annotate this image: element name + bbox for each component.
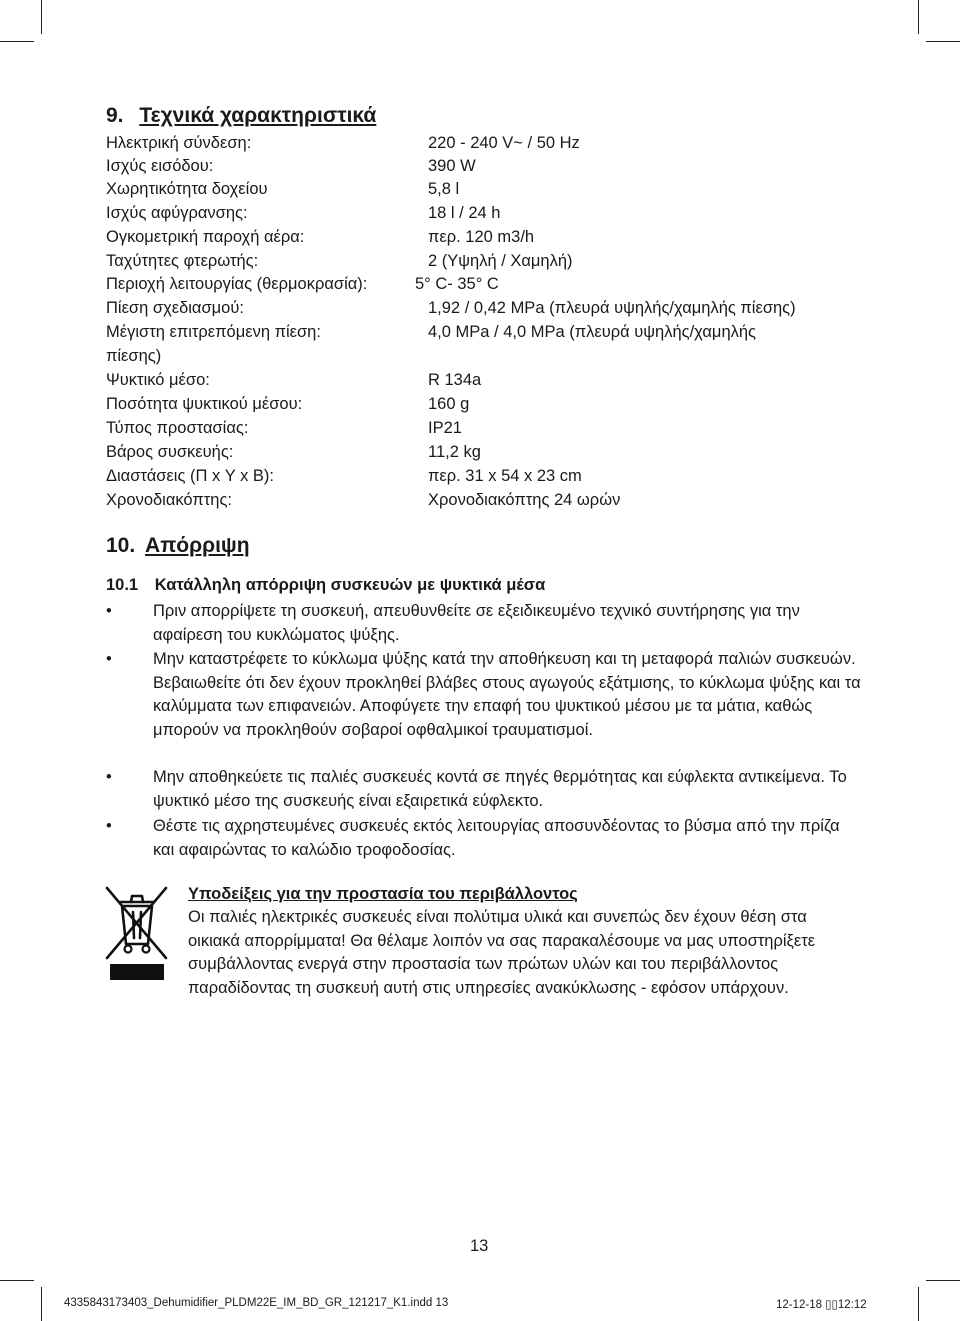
spec-row (106, 418, 462, 438)
spec-row (106, 490, 621, 510)
spec-label: Ηλεκτρική σύνδεση: (106, 134, 252, 152)
spec-label: Πίεση σχεδιασμού: (106, 299, 244, 317)
spec-value: 390 W (428, 157, 476, 175)
spec-label: Βάρος συσκευής: (106, 443, 234, 461)
bullet-text: Μην καταστρέφετε το κύκλωμα ψύξης κατά την αποθήκευση και τη μεταφορά παλιών συσκευών. Βεβαιωθείτε ότι δεν έχουν προκληθεί βλάβες στους αγωγούς εξάτμισης, το κύκλωμα ψύξης και τα καλύμματα των επιφανειών. Αποφύγετε την επαφή του ψυκτικού μέσου με τα μάτια, καθώς μπορούν να προκληθούν σοβαροί οφθαλμικοί τραυματισμοί. (153, 650, 861, 739)
crop-mark (41, 1287, 42, 1321)
spec-value: Χρονοδιακόπτης 24 ωρών (428, 491, 621, 509)
subsection-number: 10.1 (106, 576, 139, 594)
spec-label: Ταχύτητες φτερωτής: (106, 252, 259, 270)
spec-value: περ. 31 x 54 x 23 cm (428, 467, 582, 485)
spec-label: Μέγιστη επιτρεπόμενη πίεση: (106, 323, 321, 341)
spec-label: Ογκομετρική παροχή αέρα: (106, 228, 305, 246)
spec-row (106, 274, 499, 294)
bullet-icon: • (106, 768, 112, 786)
spec-value: 1,92 / 0,42 MPa (πλευρά υψηλής/χαμηλής πίεσης) (428, 299, 796, 317)
spec-value: R 134a (428, 371, 482, 389)
spec-value: 5,8 l (428, 180, 460, 198)
crop-mark (41, 0, 42, 34)
spec-value: 11,2 kg (428, 443, 481, 461)
spec-value: 18 l / 24 h (428, 204, 501, 222)
spec-row (106, 203, 501, 223)
spec-label: Ψυκτικό μέσο: (106, 371, 210, 389)
crop-mark (926, 41, 960, 42)
section-10-heading (106, 534, 250, 558)
spec-row (106, 322, 756, 342)
environment-title: Υποδείξεις για την προστασία του περιβάλλοντος (188, 885, 578, 903)
spec-value: 4,0 MPa / 4,0 MPa (πλευρά υψηλής/χαμηλής (428, 323, 756, 341)
spec-value: 160 g (428, 395, 470, 413)
spec-row (106, 346, 161, 366)
page-number: 13 (470, 1237, 489, 1255)
spec-label: Τύπος προστασίας: (106, 419, 249, 437)
spec-label: Χρονοδιακόπτης: (106, 491, 232, 509)
spec-value: IP21 (428, 419, 462, 437)
subsection-10-1-heading (106, 576, 545, 595)
spec-row (106, 394, 470, 414)
crop-mark (0, 41, 34, 42)
spec-value: 220 - 240 V~ / 50 Hz (428, 134, 580, 152)
spec-value: 5° C- 35° C (415, 275, 499, 293)
subsection-title: Κατάλληλη απόρριψη συσκευών με ψυκτικά μέσα (154, 576, 546, 594)
spec-value: περ. 120 m3/h (428, 228, 535, 246)
spec-row (106, 370, 482, 390)
crossed-out-bin-icon (104, 884, 170, 982)
bullet-text: Πριν απορρίψετε τη συσκευή, απευθυνθείτε σε εξειδικευμένο τεχνικό συντήρησης για την αφαίρεση του κυκλώματος ψύξης. (153, 602, 800, 644)
spec-label: Διαστάσεις (Π x Υ x Β): (106, 467, 275, 485)
spec-label: πίεσης) (106, 347, 162, 365)
bullet-icon: • (106, 602, 112, 620)
footer-timestamp: 12-12-18 ▯▯12:12 (776, 1299, 867, 1311)
spec-row (106, 251, 573, 271)
bullet-icon: • (106, 650, 112, 668)
spec-label: Χωρητικότητα δοχείου (106, 180, 268, 198)
bullet-text: Θέστε τις αχρηστευμένες συσκευές εκτός λειτουργίας αποσυνδέοντας το βύσμα από την πρίζα και αφαιρώντας το καλώδιο τροφοδοσίας. (153, 817, 840, 859)
footer-file-info: 4335843173403_Dehumidifier_PLDM22E_IM_BD_GR_121217_K1.indd 13 (64, 1297, 449, 1309)
section-9-heading (106, 104, 376, 128)
spec-row (106, 133, 580, 153)
spec-label: Ισχύς εισόδου: (106, 157, 214, 175)
spec-row (106, 156, 476, 176)
bullet-text: Μην αποθηκεύετε τις παλιές συσκευές κοντά σε πηγές θερμότητας και εύφλεκτα αντικείμενα. Το ψυκτικό μέσο της συσκευής είναι εξαιρετικά εύφλεκτο. (153, 768, 847, 810)
environment-text: Οι παλιές ηλεκτρικές συσκευές είναι πολύτιμα υλικά και συνεπώς δεν έχουν θέση στα οικιακά απορρίμματα! Θα θέλαμε λοιπόν να σας παρακαλέσουμε να μας υποστηρίξετε συμβάλλοντας ενεργά στην προστασία των πρώτων υλών και του περιβάλλοντος παραδίδοντας τη συσκευή αυτή στις υπηρεσίες ανακύκλωσης - εφόσον υπάρχουν. (188, 908, 816, 997)
section-10-title: Απόρριψη (145, 534, 250, 557)
spec-row (106, 466, 582, 486)
crop-mark (918, 1287, 919, 1321)
crop-mark (0, 1280, 34, 1281)
spec-row (106, 298, 796, 318)
section-10-number: 10. (106, 534, 136, 557)
spec-label: Περιοχή λειτουργίας (θερμοκρασία): (106, 275, 368, 293)
spec-label: Ποσότητα ψυκτικού μέσου: (106, 395, 303, 413)
bullet-icon: • (106, 817, 112, 835)
crop-mark (926, 1280, 960, 1281)
spec-label: Ισχύς αφύγρανσης: (106, 204, 248, 222)
spec-value: 2 (Υψηλή / Χαμηλή) (428, 252, 573, 270)
section-9-title: Τεχνικά χαρακτηριστικά (139, 104, 377, 127)
section-9-number: 9. (106, 104, 124, 127)
crop-mark (918, 0, 919, 34)
spec-row (106, 442, 481, 462)
spec-row (106, 179, 460, 199)
spec-row (106, 227, 535, 247)
